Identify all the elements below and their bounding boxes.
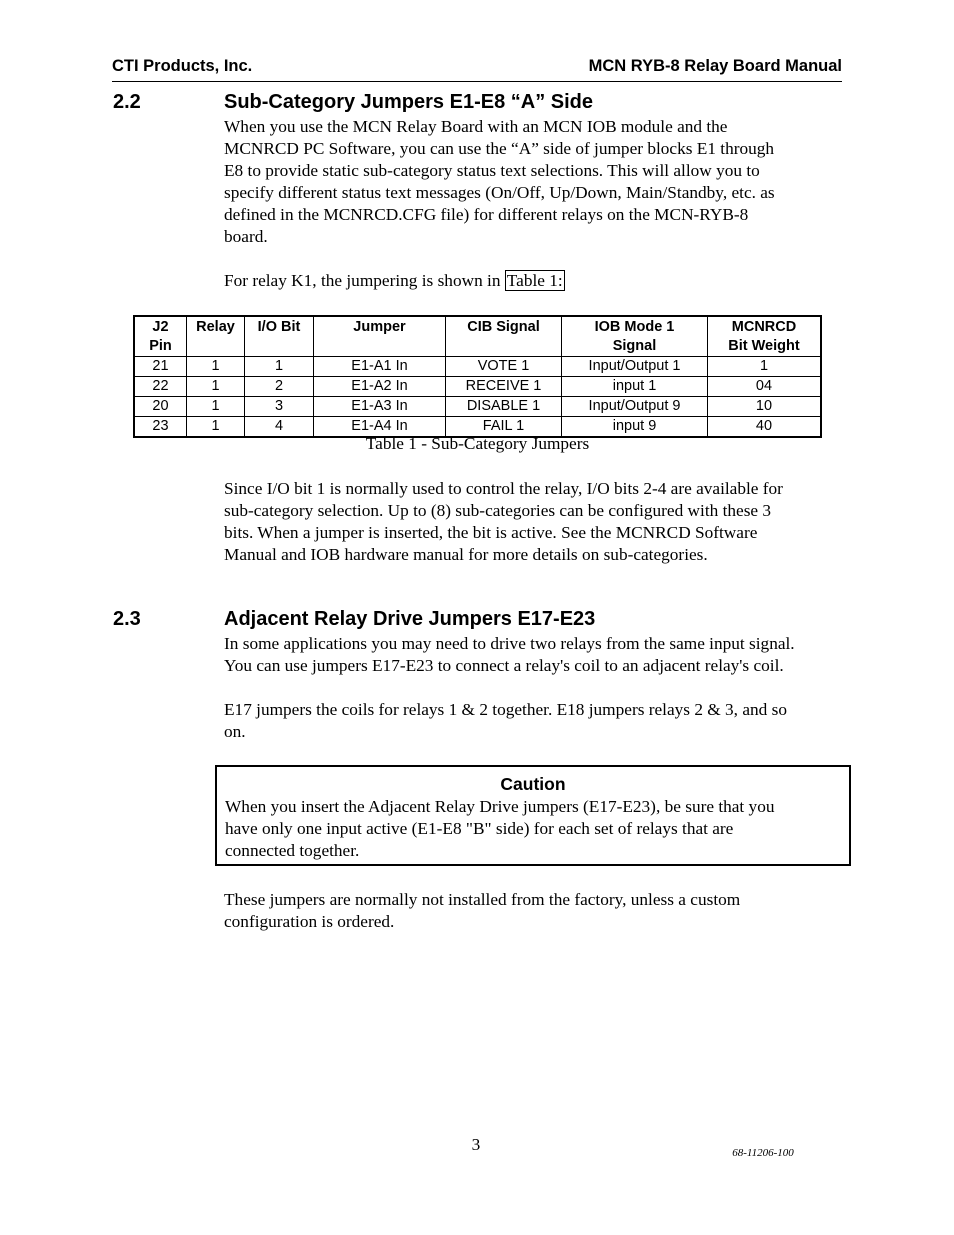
table-header-row [134, 316, 821, 357]
section-2-2-title: Sub-Category Jumpers E1-E8 “A” Side [224, 91, 593, 113]
section-2-3-number: 2.3 [113, 608, 141, 630]
text-line: connected together. [225, 841, 360, 860]
section-2-2-number: 2.2 [113, 91, 141, 113]
header-cib-signal [446, 316, 562, 357]
caution-box [215, 765, 851, 866]
header-company: CTI Products, Inc. [112, 57, 253, 75]
cell-iob-signal: input 9 [562, 417, 708, 438]
section-2-3-paragraph-3 [224, 889, 846, 933]
cell-relay: 1 [187, 357, 245, 377]
table-reference-line [224, 270, 846, 292]
cell-cib-signal: FAIL 1 [446, 417, 562, 438]
document-number: 68-11206-100 [732, 1147, 794, 1159]
text-line: When you insert the Adjacent Relay Drive jumpers (E17-E23), be sure that you [225, 797, 775, 816]
header-jumper [314, 316, 446, 357]
text-line: These jumpers are normally not installed from the factory, unless a custom [224, 890, 741, 909]
caution-text [225, 796, 835, 862]
table-row [134, 377, 821, 397]
section-2-3-paragraph-1 [224, 633, 846, 677]
cell-cib-signal: RECEIVE 1 [446, 377, 562, 397]
text-line: E8 to provide static sub-category status text selections. This will allow you to [224, 161, 760, 180]
page-header [112, 57, 842, 82]
cell-j2-pin: 20 [134, 397, 187, 417]
cell-cib-signal: VOTE 1 [446, 357, 562, 377]
cell-iob-signal: Input/Output 9 [562, 397, 708, 417]
cell-io-bit: 3 [245, 397, 314, 417]
cell-bit-weight: 40 [708, 417, 822, 438]
text-line: In some applications you may need to drive two relays from the same input signal. [224, 634, 795, 653]
header-j2-pin [134, 316, 187, 357]
header-iob-mode-signal [562, 316, 708, 357]
header-line: J2 [152, 319, 169, 335]
text-line: E17 jumpers the coils for relays 1 & 2 together. E18 jumpers relays 2 & 3, and so [224, 700, 787, 719]
header-line: Bit Weight [728, 338, 800, 354]
cell-bit-weight: 10 [708, 397, 822, 417]
cell-iob-signal: input 1 [562, 377, 708, 397]
text-line: specify different status text messages (On/Off, Up/Down, Main/Standby, etc. as [224, 183, 775, 202]
cell-relay: 1 [187, 397, 245, 417]
caution-title: Caution [500, 774, 566, 794]
text-line: sub-category selection. Up to (8) sub-categories can be configured with these 3 [224, 501, 772, 520]
cell-jumper: E1-A2 In [314, 377, 446, 397]
text-line: have only one input active (E1-E8 "B" side) for each set of relays that are [225, 819, 734, 838]
cell-relay: 1 [187, 377, 245, 397]
table-row [134, 357, 821, 377]
text-line: MCNRCD PC Software, you can use the “A” side of jumper blocks E1 through [224, 139, 775, 158]
cell-io-bit: 2 [245, 377, 314, 397]
cell-jumper: E1-A1 In [314, 357, 446, 377]
text-line: You can use jumpers E17-E23 to connect a relay's coil to an adjacent relay's coil. [224, 656, 784, 675]
page-number: 3 [471, 1135, 481, 1154]
section-2-2-paragraph-2 [224, 478, 846, 566]
header-line: Pin [149, 338, 172, 354]
text-line: bits. When a jumper is inserted, the bit is active. See the MCNRCD Software [224, 523, 758, 542]
header-relay [187, 316, 245, 357]
section-2-2-paragraph-1 [224, 116, 846, 248]
section-2-3-paragraph-2 [224, 699, 846, 743]
text-line: on. [224, 722, 246, 741]
sub-category-jumper-table [133, 315, 822, 438]
text-line: Since I/O bit 1 is normally used to control the relay, I/O bits 2-4 are available for [224, 479, 783, 498]
header-line: CIB Signal [467, 319, 540, 335]
cell-jumper: E1-A4 In [314, 417, 446, 438]
text-line: When you use the MCN Relay Board with an MCN IOB module and the [224, 117, 728, 136]
cell-cib-signal: DISABLE 1 [446, 397, 562, 417]
header-bit-weight [708, 316, 822, 357]
cell-j2-pin: 21 [134, 357, 187, 377]
text-line: configuration is ordered. [224, 912, 395, 931]
table-1-link[interactable]: Table 1: [506, 271, 563, 290]
cell-j2-pin: 22 [134, 377, 187, 397]
header-io-bit [245, 316, 314, 357]
text-line: defined in the MCNRCD.CFG file) for different relays on the MCN-RYB-8 [224, 205, 749, 224]
header-line: I/O Bit [257, 319, 301, 335]
table-row [134, 397, 821, 417]
header-line: IOB Mode 1 [594, 319, 675, 335]
header-line: Relay [196, 319, 235, 335]
cell-jumper: E1-A3 In [314, 397, 446, 417]
table-reference-text: For relay K1, the jumpering is shown in [224, 271, 505, 290]
text-line: Manual and IOB hardware manual for more details on sub-categories. [224, 545, 708, 564]
cell-iob-signal: Input/Output 1 [562, 357, 708, 377]
cell-io-bit: 4 [245, 417, 314, 438]
header-line: MCNRCD [731, 319, 797, 335]
cell-j2-pin: 23 [134, 417, 187, 438]
text-line: board. [224, 227, 268, 246]
cell-io-bit: 1 [245, 357, 314, 377]
cell-bit-weight: 1 [708, 357, 822, 377]
header-line: Jumper [353, 319, 406, 335]
section-2-3-title: Adjacent Relay Drive Jumpers E17-E23 [224, 608, 596, 630]
table-caption: Table 1 - Sub-Category Jumpers [365, 434, 590, 453]
header-line: Signal [612, 338, 657, 354]
header-manual-title: MCN RYB-8 Relay Board Manual [588, 57, 842, 75]
cell-relay: 1 [187, 417, 245, 438]
cell-bit-weight: 04 [708, 377, 822, 397]
